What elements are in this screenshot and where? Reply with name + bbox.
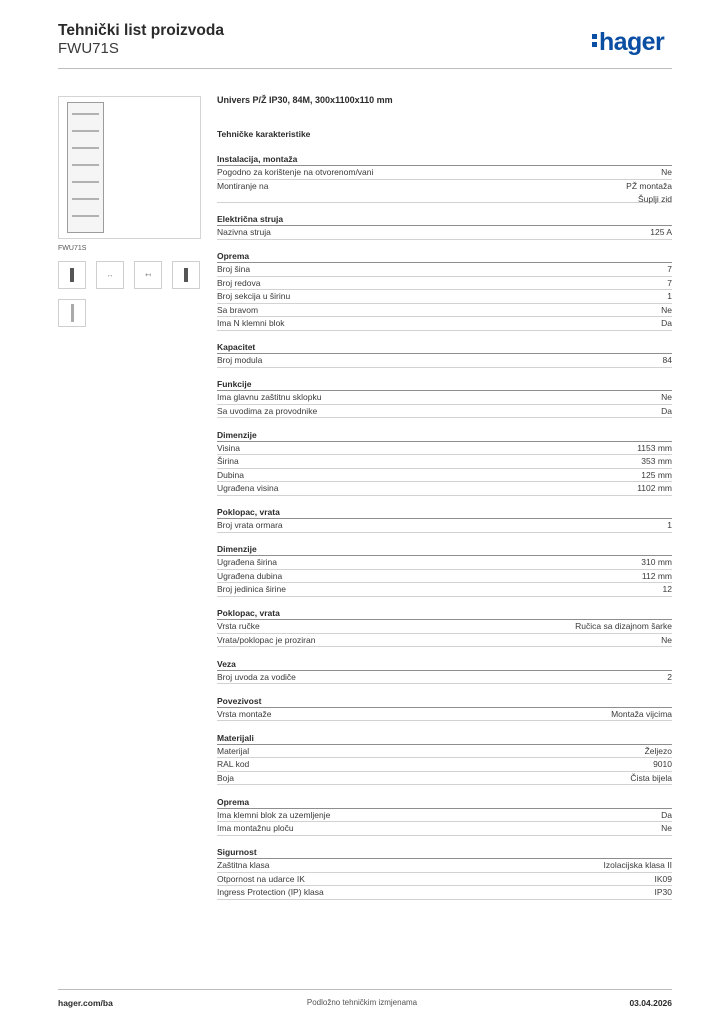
spec-label: Ima N klemni blok — [217, 318, 285, 328]
section-title: Oprema — [217, 250, 672, 263]
spec-row — [217, 405, 672, 419]
spec-row — [217, 317, 672, 331]
spec-label: Pogodno za korištenje na otvorenom/vani — [217, 167, 374, 177]
spec-value: 112 mm — [641, 570, 672, 581]
spec-label: Vrata/poklopac je proziran — [217, 634, 316, 645]
spec-row — [217, 822, 672, 836]
spec-label: Nazivna struja — [217, 227, 271, 237]
section-title: Sigurnost — [217, 846, 672, 859]
spec-row — [217, 758, 672, 772]
footer-website[interactable]: hager.com/ba — [58, 998, 113, 1008]
spec-value: Ne — [661, 823, 672, 833]
tech-title: Tehničke karakteristike — [217, 129, 311, 139]
spec-row — [217, 809, 672, 823]
footer-date: 03.04.2026 — [629, 998, 672, 1008]
spec-value: Ručica sa dizajnom šarke — [575, 621, 672, 631]
spec-label: Broj vrata ormara — [217, 520, 283, 530]
spec-value: 7 — [667, 264, 672, 274]
spec-value: IK09 — [654, 873, 672, 884]
section-title: Instalacija, montaža — [217, 153, 672, 166]
section-title: Električna struja — [217, 213, 672, 226]
spec-row — [217, 886, 672, 900]
spec-value: Montaža vijcima — [611, 708, 672, 719]
product-description: Univers P/Ž IP30, 84M, 300x1100x110 mm — [217, 95, 393, 105]
spec-value: Ne — [661, 304, 672, 315]
spec-label: Ugrađena visina — [217, 483, 279, 493]
section-title: Funkcije — [217, 378, 672, 391]
spec-value: IP30 — [654, 887, 672, 897]
spec-label: Dubina — [217, 469, 244, 480]
spec-row — [217, 708, 672, 722]
spec-label: Broj šina — [217, 264, 251, 274]
dimension-icon: ↤ — [145, 272, 151, 279]
spec-value: 84 — [662, 355, 672, 365]
spec-value: 125 mm — [641, 469, 672, 480]
spec-label: Materijal — [217, 745, 250, 756]
spec-label: Ugrađena dubina — [217, 570, 283, 581]
spec-label: Širina — [217, 456, 239, 466]
spec-value: Ne — [661, 634, 672, 645]
spec-row — [217, 570, 672, 584]
spec-label: Visina — [217, 442, 240, 453]
spec-value: Željezo — [644, 745, 672, 756]
spec-row — [217, 354, 672, 368]
thumb-side[interactable] — [172, 261, 200, 289]
spec-row — [217, 391, 672, 405]
door-icon — [71, 304, 74, 322]
product-image[interactable] — [58, 96, 201, 239]
spec-label: Broj sekcija u širinu — [217, 291, 291, 301]
footer-note: Podložno tehničkim izmjenama — [306, 998, 418, 1007]
spec-value: 9010 — [653, 759, 672, 769]
thumb-dim-2[interactable] — [134, 261, 162, 289]
spec-value: 2 — [667, 671, 672, 682]
spec-value: 1 — [667, 291, 672, 301]
spec-content — [217, 95, 672, 900]
spec-label: RAL kod — [217, 759, 250, 769]
spec-row — [217, 634, 672, 648]
cabinet-side-icon — [184, 268, 188, 282]
spec-row — [217, 482, 672, 496]
footer-divider — [58, 989, 672, 990]
spec-sections — [217, 153, 672, 900]
spec-value: PŽ montaža Šuplji zid — [626, 180, 672, 204]
thumb-front[interactable] — [58, 261, 86, 289]
spec-label: Ima montažnu ploču — [217, 823, 294, 833]
spec-row — [217, 290, 672, 304]
section-title: Dimenzije — [217, 429, 672, 442]
header-divider — [58, 68, 672, 69]
spec-row — [217, 873, 672, 887]
spec-row — [217, 180, 672, 203]
spec-row — [217, 304, 672, 318]
spec-row — [217, 469, 672, 483]
spec-row — [217, 263, 672, 277]
spec-row — [217, 772, 672, 786]
spec-value: 1102 mm — [637, 483, 672, 493]
spec-label: Sa bravom — [217, 304, 259, 315]
spec-row — [217, 455, 672, 469]
spec-row — [217, 277, 672, 291]
spec-value: 310 mm — [641, 557, 672, 567]
spec-label: Ugrađena širina — [217, 557, 278, 567]
spec-row — [217, 859, 672, 873]
spec-label: Sa uvodima za provodnike — [217, 405, 318, 416]
section-title: Povezivost — [217, 695, 672, 708]
spec-row — [217, 620, 672, 634]
spec-row — [217, 166, 672, 180]
cabinet-drawing — [67, 102, 104, 233]
spec-label: Ima glavnu zaštitnu sklopku — [217, 392, 322, 402]
spec-label: Ima klemni blok za uzemljenje — [217, 809, 331, 820]
spec-row — [217, 519, 672, 533]
spec-label: Broj jedinica širine — [217, 584, 286, 594]
section-title: Poklopac, vrata — [217, 506, 672, 519]
spec-row — [217, 556, 672, 570]
spec-value: Da — [661, 809, 672, 820]
product-code: FWU71S — [58, 40, 119, 57]
spec-label: Otpornost na udarce IK — [217, 873, 305, 884]
spec-label: Broj uvoda za vodiče — [217, 671, 296, 682]
spec-value: 7 — [667, 277, 672, 288]
spec-row — [217, 671, 672, 685]
section-title: Dimenzije — [217, 543, 672, 556]
spec-label: Montiranje na — [217, 180, 269, 191]
spec-value: 12 — [662, 584, 672, 594]
spec-row — [217, 745, 672, 759]
spec-row — [217, 442, 672, 456]
spec-value: Ne — [661, 392, 672, 402]
spec-label: Vrsta montaže — [217, 708, 272, 719]
spec-value: Izolacijska klasa II — [603, 860, 672, 870]
page-title: Tehnički list proizvoda — [58, 22, 224, 39]
thumb-dim-1[interactable] — [96, 261, 124, 289]
section-title: Oprema — [217, 796, 672, 809]
spec-label: Ingress Protection (IP) klasa — [217, 887, 324, 897]
logo-mark — [592, 28, 598, 50]
spec-value: Da — [661, 318, 672, 328]
spec-row — [217, 226, 672, 240]
section-title: Poklopac, vrata — [217, 607, 672, 620]
spec-value: 353 mm — [641, 456, 672, 466]
image-label: FWU71S — [58, 245, 87, 252]
section-title: Veza — [217, 658, 672, 671]
spec-value: Da — [661, 405, 672, 416]
spec-value: Ne — [661, 167, 672, 177]
section-title: Materijali — [217, 732, 672, 745]
spec-value: 1153 mm — [637, 442, 672, 453]
cabinet-icon — [70, 268, 74, 282]
dimension-icon: ↔ — [106, 271, 114, 279]
spec-label: Broj redova — [217, 277, 261, 288]
hager-logo[interactable]: hager — [592, 28, 664, 57]
spec-row — [217, 583, 672, 597]
spec-label: Vrsta ručke — [217, 621, 260, 631]
spec-label: Zaštitna klasa — [217, 860, 270, 870]
section-title: Kapacitet — [217, 341, 672, 354]
spec-label: Boja — [217, 772, 235, 783]
spec-label: Broj modula — [217, 355, 263, 365]
spec-value: 125 A — [650, 227, 672, 237]
thumb-door[interactable] — [58, 299, 86, 327]
spec-value: Čista bijela — [630, 772, 672, 783]
spec-value: 1 — [667, 520, 672, 530]
